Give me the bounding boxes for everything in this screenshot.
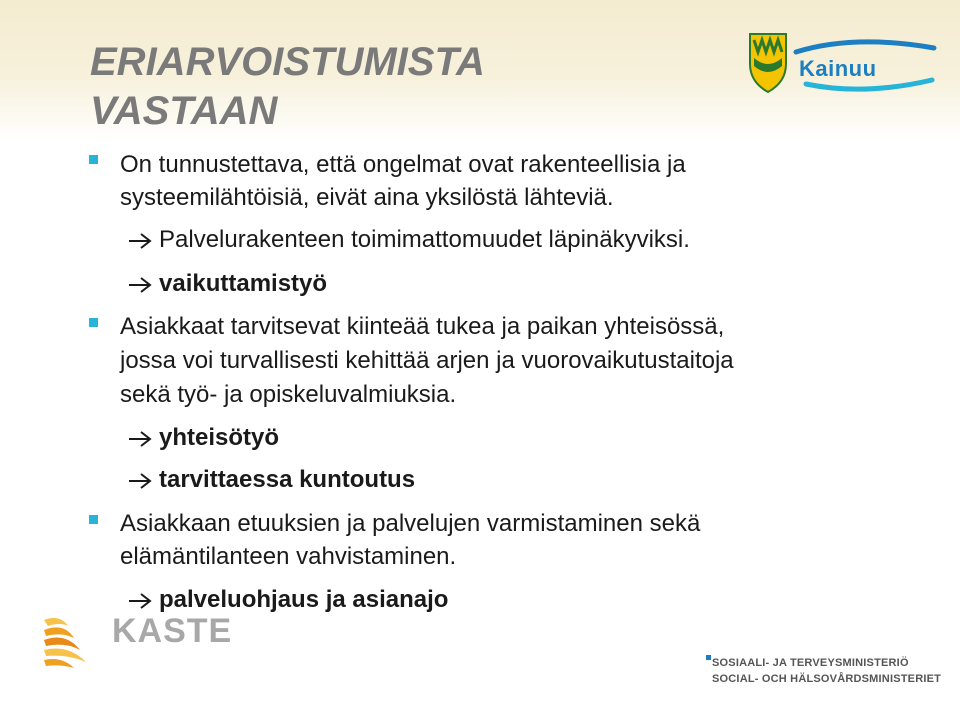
kainuu-wordmark: Kainuu <box>799 56 877 81</box>
kaste-wordmark: KASTE <box>112 612 233 650</box>
slide-title <box>90 38 650 136</box>
right-arrow-icon <box>127 276 153 294</box>
bullet-square-icon <box>89 318 98 327</box>
arrow-item-3 <box>127 421 279 454</box>
arrow-item-4-text: tarvittaessa kuntoutus <box>159 466 416 493</box>
arrow-item-2-text: vaikuttamistyö <box>159 270 328 297</box>
bullet-2-line-2: jossa voi turvallisesti kehittää arjen ja vuorovaikutustaitoja <box>120 347 734 374</box>
arrow-item-1-text: Palvelurakenteen toimimattomuudet läpinäkyviksi. <box>159 226 690 253</box>
bullet-1-line-1: On tunnustettava, että ongelmat ovat rakenteellisia ja <box>120 151 686 178</box>
bullet-2-line-1: Asiakkaat tarvitsevat kiinteää tukea ja paikan yhteisössä, <box>120 313 725 340</box>
kaste-swoosh-icon <box>40 612 110 670</box>
title-line-2: VASTAAN <box>90 89 278 133</box>
title-line-1: ERIARVOISTUMISTA <box>90 40 485 84</box>
ministry-line-1: SOSIAALI- JA TERVEYSMINISTERIÖ <box>712 657 909 669</box>
right-arrow-icon <box>127 592 153 610</box>
arrow-item-3-text: yhteisötyö <box>159 424 280 451</box>
bullet-square-icon <box>89 515 98 524</box>
arrow-item-1 <box>127 223 690 256</box>
bullet-3-line-1: Asiakkaan etuuksien ja palvelujen varmistaminen sekä <box>120 510 701 537</box>
arrow-item-4 <box>127 463 415 496</box>
ministry-line-2: SOCIAL- OCH HÄLSOVÅRDSMINISTERIET <box>712 673 942 685</box>
right-arrow-icon <box>127 232 153 250</box>
ministry-dot-icon <box>706 655 711 660</box>
bullet-2-line-3: sekä työ- ja opiskeluvalmiuksia. <box>120 381 457 408</box>
bullet-square-icon <box>89 155 98 164</box>
bullet-3-line-2: elämäntilanteen vahvistaminen. <box>120 543 457 570</box>
right-arrow-icon <box>127 430 153 448</box>
arrow-item-5-text: palveluohjaus ja asianajo <box>159 586 449 613</box>
kainuu-logo <box>744 30 944 100</box>
arrow-item-2 <box>127 267 327 300</box>
bullet-1-line-2: systeemilähtöisiä, eivät aina yksilöstä lähteviä. <box>120 184 614 211</box>
kaste-logo <box>40 612 240 672</box>
right-arrow-icon <box>127 472 153 490</box>
